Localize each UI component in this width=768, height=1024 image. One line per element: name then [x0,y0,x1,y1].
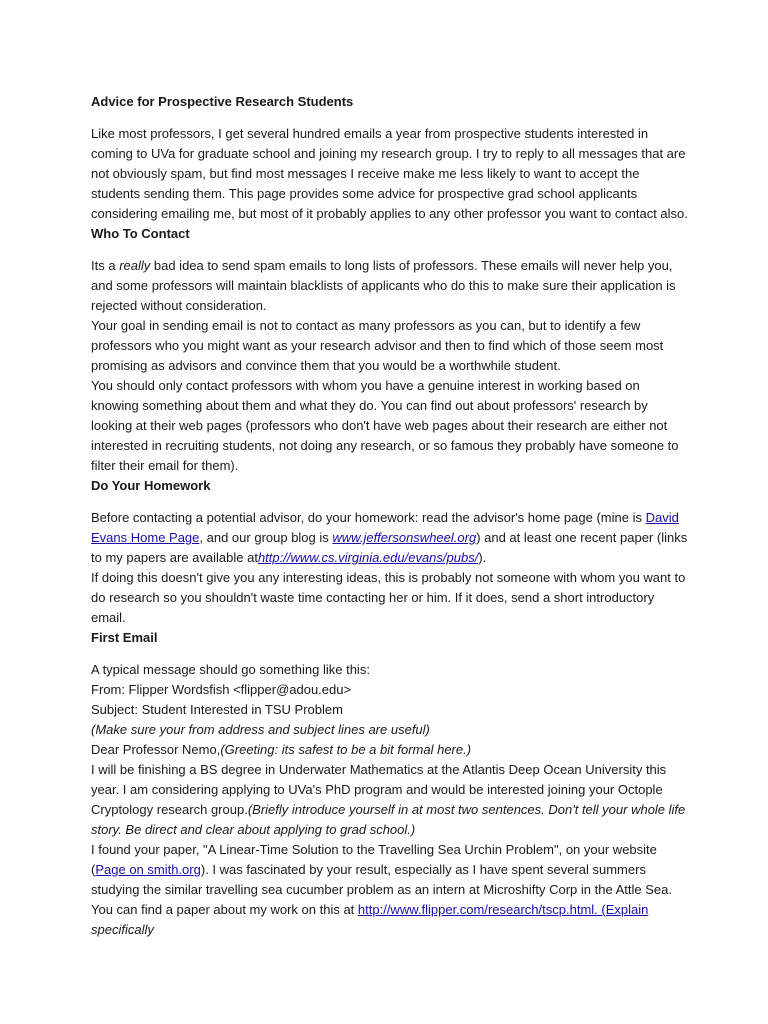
page-title: Advice for Prospective Research Students [91,94,354,109]
example-paper-paragraph [91,840,691,940]
text-run: Its a [91,258,120,273]
link-flipper-research[interactable]: http://www.flipper.com/research/tscp.html. (Explain [357,902,649,917]
example-note-addresses: (Make sure your from address and subject lines are useful) [91,722,430,737]
text-run: specifically [91,922,154,937]
document-body [91,92,691,940]
section-heading-who-to-contact: Who To Contact [91,226,190,241]
text-run: , and our group blog is [199,530,333,545]
link-david-evans-home-page[interactable]: David Evans Home Page [91,510,679,545]
text-run: Before contacting a potential advisor, do your homework: read the advisor's home page (mine is [91,510,646,525]
intro-paragraph: Like most professors, I get several hundred emails a year from prospective students interested in coming to UVa for graduate school and joining my research group. I try to reply to all messages that are not obviously spam, but find most messages I receive make me less likely to want to accept the students sending them. This page provides some advice for prospective grad school applicants considering emailing me, but most of it probably applies to any other professor you want to contact also. [91,126,688,221]
link-group-blog[interactable]: www.jeffersonswheel.org [332,530,477,545]
section-heading-do-your-homework: Do Your Homework [91,478,211,493]
text-run: I will be finishing a BS degree in Underwater Mathematics at the Atlantis Deep Ocean University this year. I am considering applying to UVa's PhD program and would be interested joining your Octople Cryptology research group. [91,762,667,817]
who-paragraph-2: Your goal in sending email is not to contact as many professors as you can, but to identify a few professors who you might want as your research advisor and then to find which of those seem most promising as advisors and convince them that you would be a worthwhile student. [91,318,664,373]
example-subject-line: Subject: Student Interested in TSU Problem [91,702,343,717]
text-run: ). I was fascinated by your result, especially as I have spent several summers studying the similar travelling sea cucumber problem as an intern at Microshifty Corp in the Attle Sea. You can find a paper about my work on this at [91,862,672,917]
text-run: ) and at least one recent paper (links to my papers are available at [91,530,688,565]
section-heading-first-email: First Email [91,630,158,645]
example-greeting [91,740,691,760]
example-intro-paragraph [91,760,691,840]
text-run: I found your paper, "A Linear-Time Solution to the Travelling Sea Urchin Problem", on your website ( [91,842,657,877]
link-papers[interactable]: http://www.cs.virginia.edu/evans/pubs/ [257,550,479,565]
who-paragraph-1 [91,256,691,316]
first-email-intro: A typical message should go something like this: [91,662,370,677]
link-smith-page[interactable]: Page on smith.org [95,862,201,877]
text-run: ). [478,550,487,565]
homework-paragraph-2: If doing this doesn't give you any interesting ideas, this is probably not someone with whom you want to do research so you shouldn't waste time contacting her or him. If it does, send a short introductory email. [91,570,686,625]
emphasis-really: really [119,258,151,273]
intro-note: (Briefly introduce yourself in at most two sentences. Don't tell your whole life story. Be direct and clear about applying to grad school.) [91,802,686,837]
text-run: Dear Professor Nemo, [91,742,221,757]
homework-paragraph-1 [91,508,691,568]
example-from-line: From: Flipper Wordsfish <flipper@adou.edu> [91,682,352,697]
greeting-note: (Greeting: its safest to be a bit formal here.) [220,742,472,757]
who-paragraph-3: You should only contact professors with whom you have a genuine interest in working based on knowing something about them and what they do. You can find out about professors' research by looking at their web pages (professors who don't have web pages about their research are either not interested in recruiting students, not doing any research, or so famous they probably have someone to filter their email for them). [91,378,679,473]
text-run: bad idea to send spam emails to long lists of professors. These emails will never help you, and some professors will maintain blacklists of applicants who do this to make sure their application is rejected without consideration. [91,258,676,313]
